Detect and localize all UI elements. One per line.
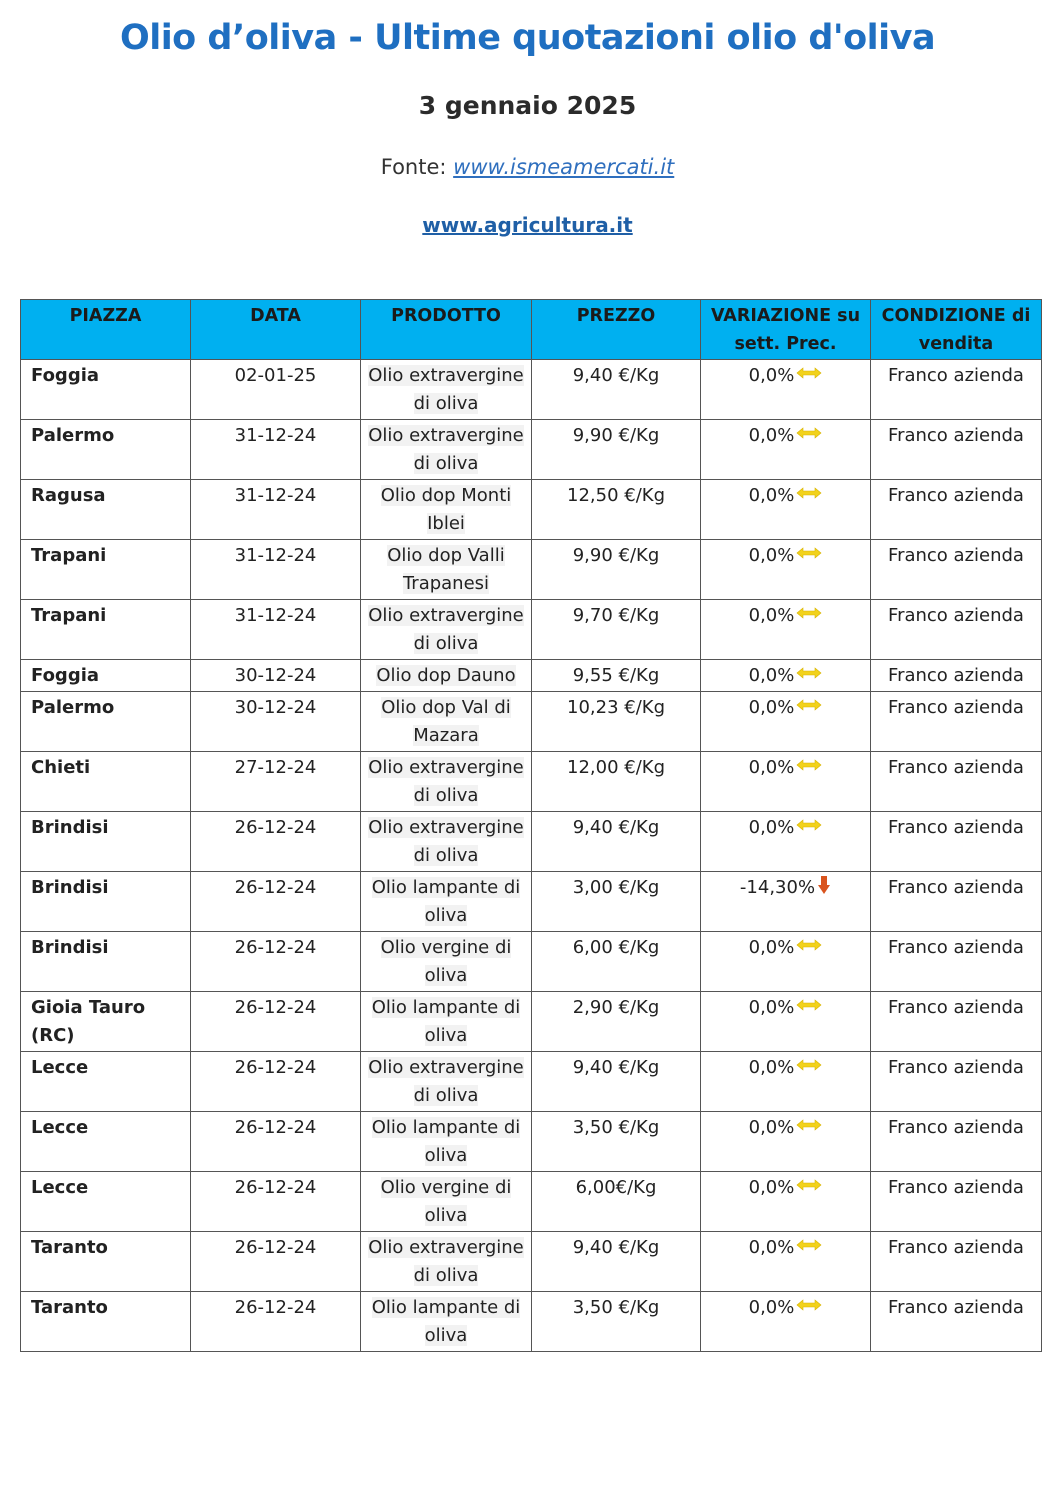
- piazza-cell: [21, 932, 191, 992]
- condizione-cell-text: Franco azienda: [888, 997, 1024, 1018]
- variazione-cell: [701, 992, 871, 1052]
- table-row: [21, 360, 1042, 420]
- prodotto-cell: [361, 420, 532, 480]
- prezzo-cell: [532, 420, 701, 480]
- data-cell-text: 26-12-24: [234, 1057, 317, 1078]
- prodotto-cell-text: Olio lampante di oliva: [371, 1117, 521, 1166]
- variazione-cell: [701, 752, 871, 812]
- prodotto-cell: [361, 660, 532, 692]
- prodotto-cell-text: Olio lampante di oliva: [371, 1297, 521, 1346]
- piazza-cell-text: Chieti: [31, 757, 91, 778]
- report-date: 3 gennaio 2025: [418, 91, 637, 120]
- condizione-cell: [871, 692, 1042, 752]
- data-cell: [191, 540, 361, 600]
- variazione-cell-text: 0,0%: [748, 1237, 795, 1258]
- prezzo-cell-text: 9,55 €/Kg: [572, 665, 660, 686]
- variazione-cell-text: 0,0%: [748, 817, 795, 838]
- prodotto-cell-text: Olio dop Valli Trapanesi: [387, 545, 505, 594]
- prodotto-cell-text: Olio extravergine di oliva: [368, 1237, 524, 1286]
- prodotto-cell-text: Olio extravergine di oliva: [368, 605, 524, 654]
- condizione-cell-text: Franco azienda: [888, 1177, 1024, 1198]
- data-cell: [191, 1232, 361, 1292]
- condizione-cell-text: Franco azienda: [888, 1117, 1024, 1138]
- variazione-cell-text: 0,0%: [748, 1297, 795, 1318]
- data-cell-text: 02-01-25: [234, 365, 317, 386]
- prodotto-cell: [361, 540, 532, 600]
- piazza-cell: [21, 752, 191, 812]
- table-row: [21, 1232, 1042, 1292]
- prodotto-cell: [361, 1232, 532, 1292]
- prezzo-cell: [532, 692, 701, 752]
- data-cell-text: 26-12-24: [234, 997, 317, 1018]
- table-row: [21, 660, 1042, 692]
- down-arrow-icon: [817, 874, 831, 905]
- variazione-cell: [701, 1052, 871, 1112]
- prodotto-cell: [361, 692, 532, 752]
- prezzo-cell: [532, 992, 701, 1052]
- condizione-cell: [871, 1112, 1042, 1172]
- condizione-cell: [871, 600, 1042, 660]
- prezzo-cell-text: 2,90 €/Kg: [572, 997, 660, 1018]
- table-row: [21, 420, 1042, 480]
- variazione-cell-text: 0,0%: [748, 425, 795, 446]
- condizione-cell-text: Franco azienda: [888, 1297, 1024, 1318]
- left-right-arrow-icon: [796, 934, 822, 962]
- variazione-cell-text: 0,0%: [748, 997, 795, 1018]
- variazione-cell-text: 0,0%: [748, 1057, 795, 1078]
- prezzo-cell-text: 6,00€/Kg: [575, 1177, 657, 1198]
- piazza-cell: [21, 1112, 191, 1172]
- left-right-arrow-icon: [796, 482, 822, 510]
- table-row: [21, 1112, 1042, 1172]
- prezzo-cell-text: 10,23 €/Kg: [567, 697, 665, 718]
- condizione-cell: [871, 1232, 1042, 1292]
- variazione-cell-text: 0,0%: [748, 365, 795, 386]
- condizione-cell-text: Franco azienda: [888, 937, 1024, 958]
- condizione-cell-text: Franco azienda: [888, 545, 1024, 566]
- prezzo-cell: [532, 360, 701, 420]
- data-cell-text: 31-12-24: [234, 545, 317, 566]
- column-header-condizione: CONDIZIONE di vendita: [871, 300, 1042, 360]
- condizione-cell: [871, 1052, 1042, 1112]
- prezzo-cell: [532, 1172, 701, 1232]
- data-cell-text: 26-12-24: [234, 1177, 317, 1198]
- prodotto-cell: [361, 1292, 532, 1352]
- piazza-cell-text: Trapani: [31, 605, 107, 626]
- variazione-cell-text: -14,30%: [739, 877, 816, 898]
- condizione-cell-text: Franco azienda: [888, 365, 1024, 386]
- piazza-cell: [21, 992, 191, 1052]
- data-cell-text: 26-12-24: [234, 1297, 317, 1318]
- prezzo-cell: [532, 1112, 701, 1172]
- data-cell-text: 26-12-24: [234, 817, 317, 838]
- column-header-prezzo: PREZZO: [532, 300, 701, 360]
- left-right-arrow-icon: [796, 1234, 822, 1262]
- piazza-cell: [21, 812, 191, 872]
- condizione-cell-text: Franco azienda: [888, 1057, 1024, 1078]
- condizione-cell: [871, 752, 1042, 812]
- prezzo-cell-text: 9,40 €/Kg: [572, 1237, 660, 1258]
- prodotto-cell: [361, 1172, 532, 1232]
- site-line: [0, 213, 1055, 237]
- prezzo-cell: [532, 480, 701, 540]
- data-cell: [191, 360, 361, 420]
- left-right-arrow-icon: [796, 994, 822, 1022]
- variazione-cell: [701, 480, 871, 540]
- prodotto-cell-text: Olio lampante di oliva: [371, 997, 521, 1046]
- variazione-cell: [701, 660, 871, 692]
- prodotto-cell: [361, 932, 532, 992]
- condizione-cell-text: Franco azienda: [888, 1237, 1024, 1258]
- condizione-cell-text: Franco azienda: [888, 877, 1024, 898]
- source-link[interactable]: www.ismeamercati.it: [453, 155, 675, 179]
- source-label: Fonte:: [380, 155, 454, 179]
- prezzo-cell: [532, 540, 701, 600]
- prodotto-cell: [361, 360, 532, 420]
- piazza-cell-text: Palermo: [31, 697, 115, 718]
- variazione-cell: [701, 540, 871, 600]
- prezzo-cell-text: 3,50 €/Kg: [572, 1117, 660, 1138]
- piazza-cell-text: Taranto: [31, 1297, 108, 1318]
- prodotto-cell-text: Olio extravergine di oliva: [368, 817, 524, 866]
- prezzo-cell-text: 9,70 €/Kg: [572, 605, 660, 626]
- table-row: [21, 872, 1042, 932]
- data-cell-text: 31-12-24: [234, 425, 317, 446]
- prodotto-cell-text: Olio extravergine di oliva: [368, 1057, 524, 1106]
- source-line: [0, 155, 1055, 179]
- piazza-cell: [21, 872, 191, 932]
- piazza-cell-text: Brindisi: [31, 937, 109, 958]
- variazione-cell-text: 0,0%: [748, 545, 795, 566]
- condizione-cell-text: Franco azienda: [888, 757, 1024, 778]
- left-right-arrow-icon: [796, 602, 822, 630]
- table-row: [21, 540, 1042, 600]
- data-cell: [191, 872, 361, 932]
- table-row: [21, 1172, 1042, 1232]
- condizione-cell: [871, 480, 1042, 540]
- piazza-cell-text: Ragusa: [31, 485, 106, 506]
- page-title: Olio d’oliva - Ultime quotazioni olio d'oliva: [119, 18, 936, 58]
- piazza-cell: [21, 1172, 191, 1232]
- variazione-cell-text: 0,0%: [748, 757, 795, 778]
- piazza-cell-text: Foggia: [31, 665, 100, 686]
- left-right-arrow-icon: [796, 1294, 822, 1322]
- table-row: [21, 812, 1042, 872]
- column-header-data: DATA: [191, 300, 361, 360]
- prezzo-cell: [532, 872, 701, 932]
- variazione-cell: [701, 1112, 871, 1172]
- left-right-arrow-icon: [796, 662, 822, 690]
- variazione-cell-text: 0,0%: [748, 1177, 795, 1198]
- prodotto-cell-text: Olio dop Dauno: [376, 665, 516, 686]
- data-cell-text: 26-12-24: [234, 877, 317, 898]
- left-right-arrow-icon: [796, 814, 822, 842]
- piazza-cell-text: Trapani: [31, 545, 107, 566]
- left-right-arrow-icon: [796, 422, 822, 450]
- piazza-cell-text: Lecce: [31, 1117, 89, 1138]
- piazza-cell: [21, 480, 191, 540]
- variazione-cell-text: 0,0%: [748, 605, 795, 626]
- variazione-cell: [701, 600, 871, 660]
- condizione-cell: [871, 420, 1042, 480]
- variazione-cell: [701, 872, 871, 932]
- prodotto-cell-text: Olio extravergine di oliva: [368, 365, 524, 414]
- table-row: [21, 992, 1042, 1052]
- prodotto-cell-text: Olio extravergine di oliva: [368, 425, 524, 474]
- data-cell: [191, 752, 361, 812]
- prezzo-cell-text: 12,00 €/Kg: [567, 757, 665, 778]
- data-cell-text: 30-12-24: [234, 697, 317, 718]
- prezzo-cell-text: 9,40 €/Kg: [572, 365, 660, 386]
- prezzo-cell: [532, 1052, 701, 1112]
- data-cell: [191, 420, 361, 480]
- data-cell: [191, 600, 361, 660]
- piazza-cell: [21, 540, 191, 600]
- variazione-cell-text: 0,0%: [748, 697, 795, 718]
- prezzo-cell: [532, 600, 701, 660]
- prezzo-cell-text: 3,00 €/Kg: [572, 877, 660, 898]
- piazza-cell-text: Lecce: [31, 1057, 89, 1078]
- variazione-cell-text: 0,0%: [748, 665, 795, 686]
- piazza-cell-text: Foggia: [31, 365, 100, 386]
- data-cell: [191, 992, 361, 1052]
- data-cell-text: 31-12-24: [234, 485, 317, 506]
- table-row: [21, 752, 1042, 812]
- data-cell-text: 26-12-24: [234, 937, 317, 958]
- piazza-cell-text: Brindisi: [31, 877, 109, 898]
- prezzo-cell-text: 12,50 €/Kg: [567, 485, 665, 506]
- condizione-cell-text: Franco azienda: [888, 485, 1024, 506]
- variazione-cell: [701, 360, 871, 420]
- data-cell: [191, 812, 361, 872]
- condizione-cell-text: Franco azienda: [888, 665, 1024, 686]
- data-cell: [191, 660, 361, 692]
- prodotto-cell: [361, 752, 532, 812]
- piazza-cell-text: Gioia Tauro (RC): [31, 997, 146, 1046]
- variazione-cell: [701, 692, 871, 752]
- prodotto-cell: [361, 600, 532, 660]
- piazza-cell-text: Lecce: [31, 1177, 89, 1198]
- data-cell-text: 26-12-24: [234, 1237, 317, 1258]
- prezzo-cell-text: 9,90 €/Kg: [572, 425, 660, 446]
- piazza-cell-text: Taranto: [31, 1237, 108, 1258]
- site-link[interactable]: www.agricultura.it: [422, 213, 633, 237]
- variazione-cell: [701, 420, 871, 480]
- data-cell-text: 26-12-24: [234, 1117, 317, 1138]
- quotations-table: [20, 299, 1042, 1352]
- prodotto-cell-text: Olio lampante di oliva: [371, 877, 521, 926]
- prodotto-cell-text: Olio extravergine di oliva: [368, 757, 524, 806]
- prodotto-cell-text: Olio vergine di oliva: [380, 937, 512, 986]
- condizione-cell: [871, 932, 1042, 992]
- variazione-cell: [701, 1232, 871, 1292]
- prezzo-cell-text: 6,00 €/Kg: [572, 937, 660, 958]
- variazione-cell-text: 0,0%: [748, 1117, 795, 1138]
- table-row: [21, 1292, 1042, 1352]
- piazza-cell: [21, 360, 191, 420]
- prezzo-cell-text: 9,90 €/Kg: [572, 545, 660, 566]
- condizione-cell-text: Franco azienda: [888, 425, 1024, 446]
- data-cell: [191, 1172, 361, 1232]
- data-cell: [191, 1052, 361, 1112]
- prodotto-cell-text: Olio dop Monti Iblei: [380, 485, 512, 534]
- condizione-cell: [871, 812, 1042, 872]
- prezzo-cell-text: 9,40 €/Kg: [572, 1057, 660, 1078]
- data-cell: [191, 480, 361, 540]
- variazione-cell: [701, 812, 871, 872]
- prezzo-cell: [532, 1232, 701, 1292]
- prodotto-cell: [361, 872, 532, 932]
- left-right-arrow-icon: [796, 542, 822, 570]
- table-row: [21, 480, 1042, 540]
- table-row: [21, 1052, 1042, 1112]
- left-right-arrow-icon: [796, 1174, 822, 1202]
- condizione-cell: [871, 1172, 1042, 1232]
- piazza-cell-text: Brindisi: [31, 817, 109, 838]
- data-cell: [191, 932, 361, 992]
- data-cell: [191, 692, 361, 752]
- table-row: [21, 600, 1042, 660]
- variazione-cell: [701, 1172, 871, 1232]
- condizione-cell: [871, 540, 1042, 600]
- prodotto-cell: [361, 480, 532, 540]
- left-right-arrow-icon: [796, 362, 822, 390]
- data-cell-text: 31-12-24: [234, 605, 317, 626]
- variazione-cell: [701, 1292, 871, 1352]
- prezzo-cell: [532, 812, 701, 872]
- column-header-variazione: VARIAZIONE su sett. Prec.: [701, 300, 871, 360]
- variazione-cell-text: 0,0%: [748, 937, 795, 958]
- condizione-cell: [871, 360, 1042, 420]
- condizione-cell-text: Franco azienda: [888, 697, 1024, 718]
- condizione-cell-text: Franco azienda: [888, 817, 1024, 838]
- column-header-piazza: PIAZZA: [21, 300, 191, 360]
- prodotto-cell-text: Olio vergine di oliva: [380, 1177, 512, 1226]
- prezzo-cell-text: 3,50 €/Kg: [572, 1297, 660, 1318]
- column-header-prodotto: PRODOTTO: [361, 300, 532, 360]
- data-cell-text: 30-12-24: [234, 665, 317, 686]
- left-right-arrow-icon: [796, 1054, 822, 1082]
- table-row: [21, 692, 1042, 752]
- left-right-arrow-icon: [796, 1114, 822, 1142]
- piazza-cell: [21, 692, 191, 752]
- prezzo-cell: [532, 1292, 701, 1352]
- left-right-arrow-icon: [796, 754, 822, 782]
- condizione-cell: [871, 1292, 1042, 1352]
- condizione-cell-text: Franco azienda: [888, 605, 1024, 626]
- piazza-cell-text: Palermo: [31, 425, 115, 446]
- prodotto-cell: [361, 812, 532, 872]
- prodotto-cell: [361, 1052, 532, 1112]
- data-cell: [191, 1292, 361, 1352]
- piazza-cell: [21, 1052, 191, 1112]
- table-row: [21, 932, 1042, 992]
- piazza-cell: [21, 1232, 191, 1292]
- piazza-cell: [21, 1292, 191, 1352]
- prezzo-cell: [532, 932, 701, 992]
- condizione-cell: [871, 660, 1042, 692]
- prodotto-cell-text: Olio dop Val di Mazara: [381, 697, 511, 746]
- prodotto-cell: [361, 992, 532, 1052]
- piazza-cell: [21, 600, 191, 660]
- prezzo-cell: [532, 752, 701, 812]
- condizione-cell: [871, 992, 1042, 1052]
- variazione-cell: [701, 932, 871, 992]
- data-cell-text: 27-12-24: [234, 757, 317, 778]
- prezzo-cell-text: 9,40 €/Kg: [572, 817, 660, 838]
- prezzo-cell: [532, 660, 701, 692]
- prodotto-cell: [361, 1112, 532, 1172]
- variazione-cell-text: 0,0%: [748, 485, 795, 506]
- piazza-cell: [21, 660, 191, 692]
- condizione-cell: [871, 872, 1042, 932]
- left-right-arrow-icon: [796, 694, 822, 722]
- data-cell: [191, 1112, 361, 1172]
- piazza-cell: [21, 420, 191, 480]
- table-header-row: [21, 300, 1042, 360]
